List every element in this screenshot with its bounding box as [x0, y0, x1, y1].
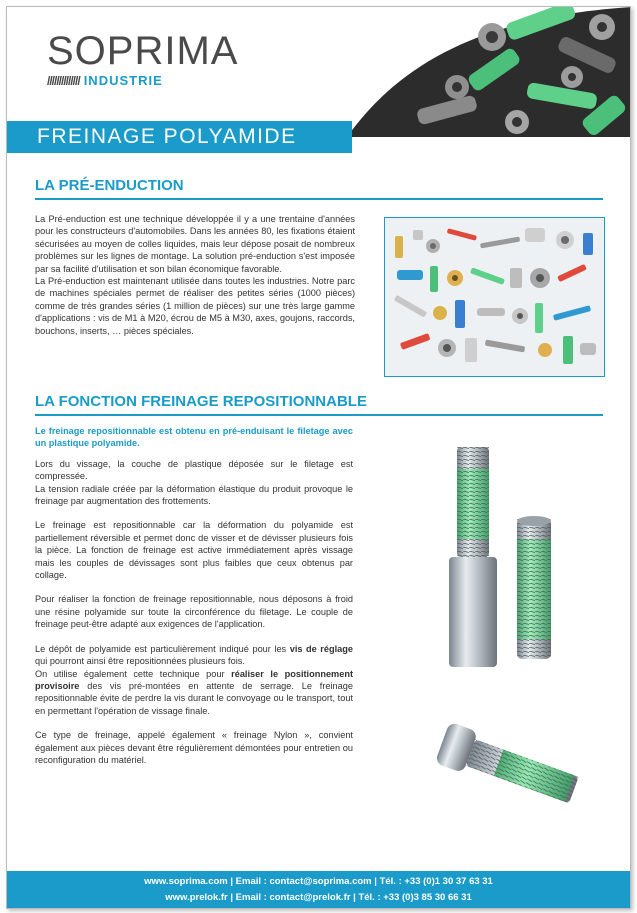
- section-title-freinage-repositionnable: LA FONCTION FREINAGE REPOSITIONNABLE: [35, 393, 367, 410]
- section2-paragraph: La tension radiale créée par la déformation élastique du produit provoque le freinage par augmentation des frottements.: [35, 483, 353, 507]
- section2-body: [35, 425, 353, 766]
- soprima-logo: [47, 31, 238, 88]
- header-screws-photo: [227, 7, 631, 137]
- footer-bar: [7, 871, 630, 908]
- document-page: [6, 6, 631, 909]
- footer-contact-prelok: www.prelok.fr | Email : contact@prelok.fr | Tél. : +33 (0)3 85 30 66 31: [165, 892, 472, 903]
- section2-paragraph: Le freinage est repositionnable car la déformation du polyamide est partiellement réversible et permet donc de visser et de dévisser plusieurs fois la pièce. La fonction de freinage est active immédiatement après vissage mais les couples de dévissages sont plus faibles que ceux obtenus par collage.: [35, 520, 353, 581]
- footer-contact-soprima: www.soprima.com | Email : contact@soprima.com | Tél. : +33 (0)1 30 37 63 31: [144, 876, 493, 887]
- logo-stripes: //////////////: [47, 73, 80, 88]
- section-title-pre-enduction: LA PRÉ-ENDUCTION: [35, 177, 184, 194]
- section2-paragraph: Pour réaliser la fonction de freinage repositionnable, nous déposons à froid une résine polyamide sur toute la circonférence du filetage. Le couple de freinage peut-être adapté aux exigences de l'application.: [35, 594, 353, 630]
- emphasis: réaliser le positionnement provisoire: [35, 668, 354, 691]
- page-title: FREINAGE POLYAMIDE: [37, 125, 297, 148]
- coated-screws-photo: [427, 439, 607, 829]
- logo-name: SOPRIMA: [47, 29, 239, 73]
- emphasis: vis de réglage: [289, 643, 353, 654]
- section-divider: [35, 414, 603, 416]
- section1-paragraph: La Pré-enduction est maintenant utilisée dans toutes les industries. Notre parc de machines spéciales permet de réaliser des petites séries (1000 pièces) comme de très grandes séries (1 million de pièces) sur une très large gamme d'applications : vis de M1 à M20, écrou de M5 à M30, axes, goujons, raccords, bouchons, inserts, … pièces spéciales.: [35, 276, 355, 336]
- section-divider: [35, 198, 603, 200]
- section2-lead: Le freinage repositionnable est obtenu en pré-enduisant le filetage avec un plastique polyamide.: [35, 426, 353, 449]
- title-banner: [7, 121, 352, 153]
- section2-paragraph: Ce type de freinage, appelé également « freinage Nylon », convient également aux pièces devant être régulièrement démontées pour entretien ou reconfiguration du matériel.: [35, 730, 353, 765]
- section2-paragraph: Lors du vissage, la couche de plastique déposée sur le filetage est compressée.: [35, 458, 353, 482]
- fasteners-assortment-photo: [384, 217, 605, 377]
- section2-paragraph: Le dépôt de polyamide est particulièrement indiqué pour les vis de réglage qui pourront ainsi être repositionnées plusieurs fois.: [35, 643, 353, 667]
- section1-paragraph: La Pré-enduction est une technique développée il y a une trentaine d'années pour les constructeurs d'automobiles. Dans les années 80, les fixations étaient sécurisées au moyen de colles liquides, mais leur dépose posait de nombreux problèmes sur les lignes de montage. La solution pré-enduction s'est imposée par sa facilité d'utilisation et son bilan économique favorable.: [35, 214, 355, 274]
- section1-body: [35, 213, 355, 337]
- section2-paragraph: On utilise également cette technique pour réaliser le positionnement provisoire des vis pré-montées en attente de serrage. Le freinage repositionnable évite de perdre la vis durant le convoyage ou le transport, tout en permettant l'opération de vissage finale.: [35, 668, 354, 716]
- logo-subtitle: INDUSTRIE: [83, 73, 163, 88]
